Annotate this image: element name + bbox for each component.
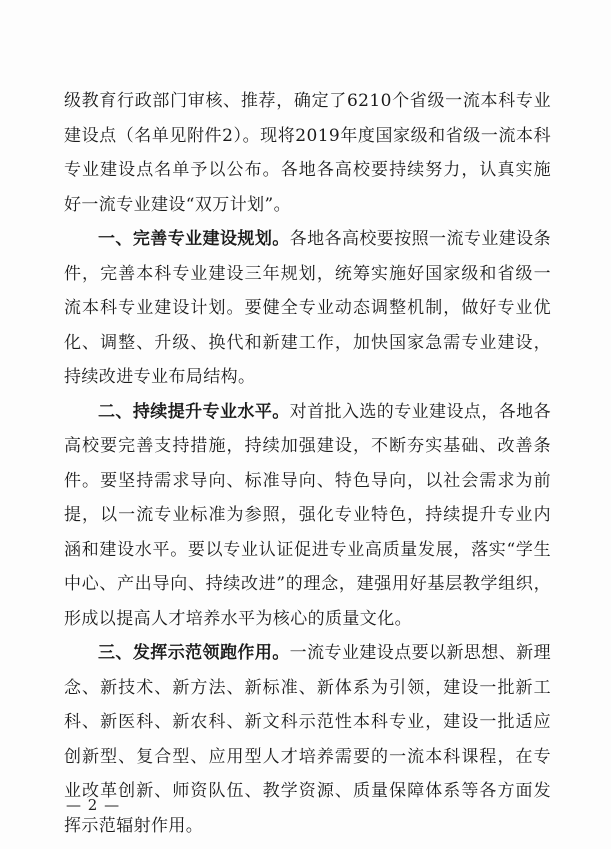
document-body [64,84,551,843]
paragraph-section-1 [64,222,551,395]
paragraph-text: 一流专业建设点要以新思想、新理念、新技术、新方法、新标准、新体系为引领，建设一批新工科、新医科、新农科、新文科示范性本科专业，建设一批适应创新型、复合型、应用型人才培养需要的一流本科课程，在专业改革创新、师资队伍、教学资源、质量保障体系等各方面发挥示范辐射作用。 [64,643,552,836]
page-number: — 2 — [66,796,121,814]
paragraph-section-2 [64,395,551,637]
section-heading-2: 二、持续提升专业水平。 [98,401,290,422]
paragraph-intro [64,84,551,222]
paragraph-text: 各地各高校要按照一流专业建设条件，完善本科专业建设三年规划，统筹实施好国家级和省级一流本科专业建设计划。要健全专业动态调整机制，做好专业优化、调整、升级、换代和新建工作，加快国家急需专业建设，持续改进专业布局结构。 [64,229,552,387]
paragraph-section-3 [64,636,551,843]
section-heading-1: 一、完善专业建设规划。 [98,229,290,249]
paragraph-text: 级教育行政部门审核、推荐，确定了6210个省级一流本科专业建设点（名单见附件2）。现将2019年度国家级和省级一流本科专业建设点名单予以公布。各地各高校要持续努力，认真实施好一流专业建设“双万计划”。 [64,91,551,215]
section-heading-3: 三、发挥示范领跑作用。 [98,643,290,663]
paragraph-text: 对首批入选的专业建设点，各地各高校要完善支持措施，持续加强建设，不断夯实基础、改善条件。要坚持需求导向、标准导向、特色导向，以社会需求为前提，以一流专业标准为参照，强化专业特色，持续提升专业内涵和建设水平。要以专业认证促进专业高质量发展，落实“学生中心、产出导向、持续改进”的理念，建强用好基层教学组织，形成以提高人才培养水平为核心的质量文化。 [64,401,552,629]
